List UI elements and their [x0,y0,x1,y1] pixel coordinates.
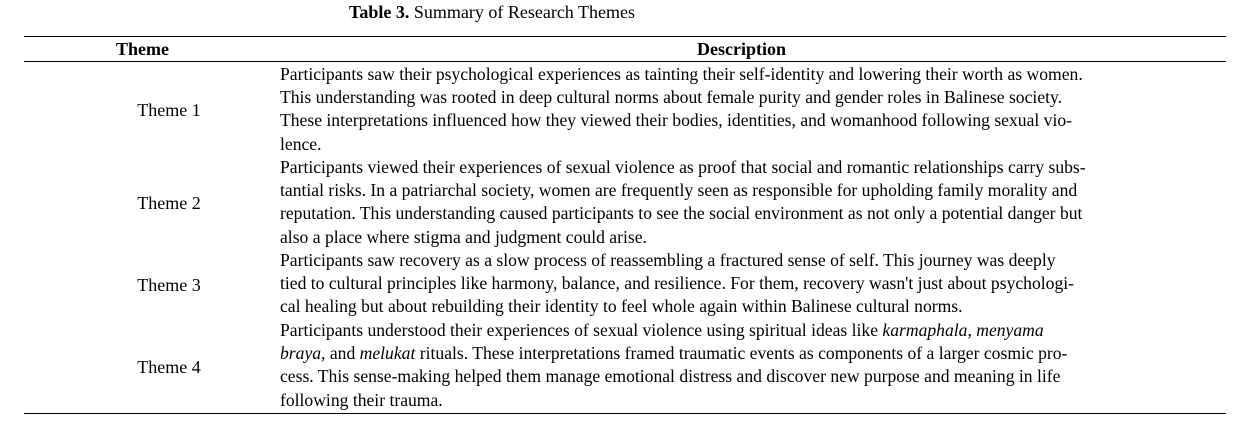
description-text: tantial risks. In a patriarchal society, women are frequently seen as responsible for upholding family morality and [280,180,1078,201]
description-text: rituals. These interpretations framed traumatic events as components of a larger cosmic pro- [415,343,1068,364]
theme-description [280,63,1220,156]
description-line [280,295,1220,318]
description-line [280,156,1220,179]
theme-label: Theme 1 [137,100,201,120]
description-line [280,86,1220,109]
description-text: lence. [280,133,322,154]
theme-description [280,156,1220,249]
description-line [280,319,1220,342]
table-bottom-rule [24,413,1226,414]
italic-term: braya [280,343,322,364]
table-caption-title: Summary of Research Themes [413,2,635,22]
description-text: also a place where stigma and judgment could arise. [280,226,647,247]
description-text: , [967,320,977,340]
description-text: cess. This sense-making helped them manage emotional distress and discover new purpose and meaning in life [280,366,1061,387]
description-line [280,133,1220,156]
theme-label: Theme 3 [137,275,201,295]
description-text: tied to cultural principles like harmony, balance, and resilience. For them, recovery wasn't just about psychologi- [280,273,1075,294]
italic-term: melukat [359,343,416,364]
table-header-rule [24,61,1226,62]
theme-description [280,319,1220,412]
table-top-rule [24,36,1226,37]
table-row-theme-2 [24,156,1226,248]
description-text: cal healing but about rebuilding their identity to feel whole again within Balinese cultural norms. [280,296,963,317]
description-text: Participants understood their experiences of sexual violence using spiritual ideas like [280,320,883,340]
description-text: Participants viewed their experiences of sexual violence as proof that social and romantic relationships carry subs- [280,157,1086,177]
description-text: This understanding was rooted in deep cultural norms about female purity and gender roles in Balinese society. [280,87,1063,108]
description-text: Participants saw recovery as a slow process of reassembling a fractured sense of self. This journey was deeply [280,250,1056,270]
description-text: reputation. This understanding caused participants to see the social environment as not only a potential danger but [280,203,1083,224]
table-row-theme-4 [24,319,1226,412]
description-line [280,249,1220,272]
table-row-theme-1 [24,63,1226,155]
theme-label: Theme 4 [137,357,201,377]
description-line [280,179,1220,202]
description-line [280,226,1220,249]
italic-term: menyama [976,320,1044,340]
description-text: These interpretations influenced how they viewed their bodies, identities, and womanhood following sexual vio- [280,110,1073,131]
column-header-description: Description [697,39,786,59]
description-text: Participants saw their psychological experiences as tainting their self-identity and lowering their worth as women. [280,64,1083,84]
table-row-theme-3 [24,249,1226,318]
description-line [280,365,1220,388]
table-caption [349,2,635,22]
description-text: , and [321,343,360,364]
description-line [280,202,1220,225]
theme-description [280,249,1220,319]
description-line [280,272,1220,295]
description-line [280,63,1220,86]
table-caption-label: Table 3. [349,2,410,22]
description-line [280,109,1220,132]
description-line [280,389,1220,412]
theme-label: Theme 2 [137,193,201,213]
italic-term: karmaphala [882,320,968,340]
description-text: following their trauma. [280,389,443,410]
column-header-theme: Theme [116,39,169,59]
description-line [280,342,1220,365]
